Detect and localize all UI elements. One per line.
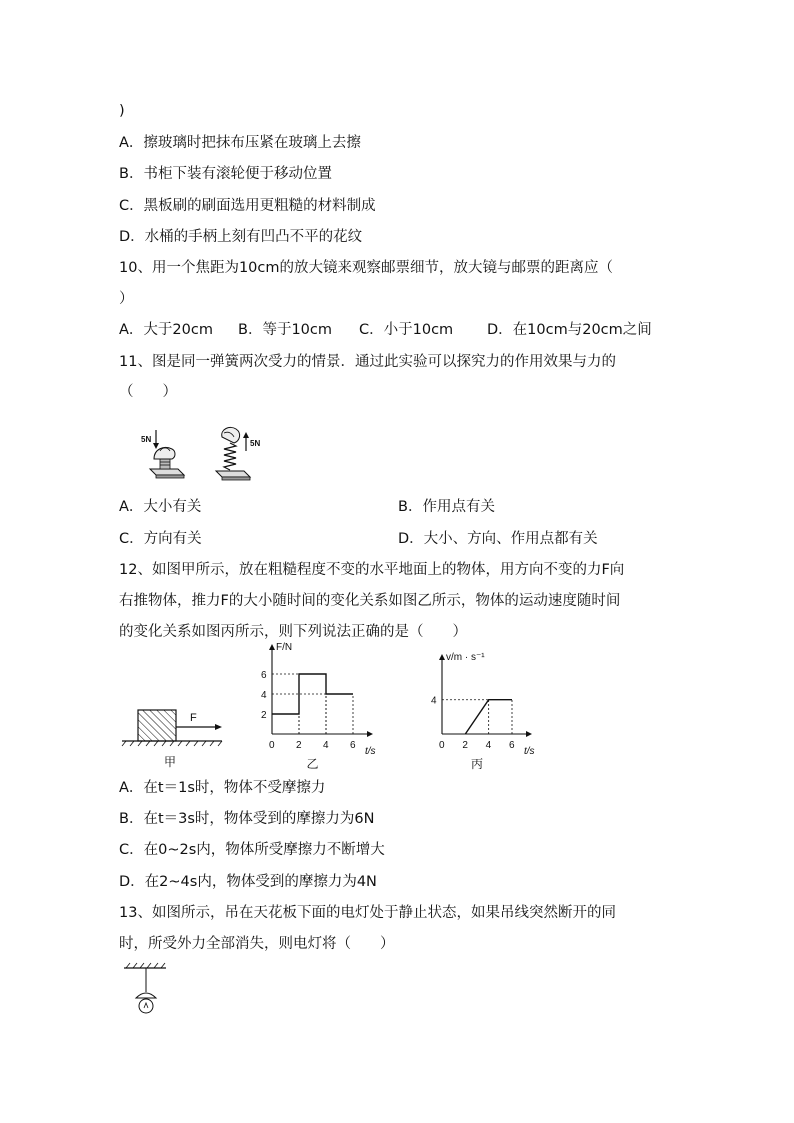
y-tick-label: 6	[261, 670, 267, 681]
figure-jia	[118, 700, 228, 772]
spring-compressed-figure	[141, 430, 184, 478]
x-axis-label: t/s	[524, 746, 535, 757]
q9-option-a: A．擦玻璃时把抹布压紧在玻璃上去擦	[119, 135, 361, 151]
q12-option-c: C．在0~2s内，物体所受摩擦力不断增大	[119, 842, 385, 858]
x-axis-arrow	[526, 731, 532, 737]
q12-option-a: A．在t＝1s时，物体不受摩擦力	[119, 780, 326, 796]
x-tick-label: 4	[485, 740, 492, 751]
q11-option-c: C．方向有关	[119, 531, 202, 547]
q12-stem-line2: 右推物体，推力F的大小随时间的变化关系如图乙所示，物体的运动速度随时间	[119, 593, 621, 609]
q10-option-c: C．小于10cm	[359, 322, 454, 338]
x-tick-label: 2	[462, 740, 468, 751]
q11-option-d: D．大小、方向、作用点都有关	[398, 531, 598, 547]
q13-stem-line2: 时，所受外力全部消失，则电灯将（ ）	[119, 936, 395, 952]
spring-stretched-figure	[216, 427, 260, 480]
q12-option-d: D．在2~4s内，物体受到的摩擦力为4N	[119, 874, 377, 890]
chart-yi	[250, 642, 410, 771]
q10-option-a: A．大于20cm	[119, 322, 213, 338]
q12-option-b: B．在t＝3s时，物体受到的摩擦力为6N	[119, 811, 375, 827]
y-axis-arrow	[269, 644, 275, 650]
q10-option-d: D．在10cm与20cm之间	[487, 322, 652, 338]
q9-option-d: D．水桶的手柄上刻有凹凸不平的花纹	[119, 229, 363, 245]
hanging-lamp-figure	[118, 962, 174, 1020]
y-tick-label: 2	[261, 710, 267, 721]
chart-caption: 乙	[306, 757, 319, 771]
force-label-right: 5N	[250, 439, 261, 448]
q10-stem-line1: 10、用一个焦距为10cm的放大镜来观察邮票细节，放大镜与邮票的距离应（	[119, 260, 613, 276]
q10-option-b: B．等于10cm	[238, 322, 332, 338]
y-tick-label: 4	[431, 695, 437, 707]
spring-figure	[138, 425, 268, 487]
q12-stem-line1: 12、如图甲所示，放在粗糙程度不变的水平地面上的物体，用方向不变的力F向	[119, 562, 625, 578]
q13-stem-line1: 13、如图所示，吊在天花板下面的电灯处于静止状态，如果吊线突然断开的同	[119, 905, 616, 921]
x-axis-label: t/s	[365, 746, 376, 757]
q11-stem-line1: 11、图是同一弹簧两次受力的情景．通过此实验可以探究力的作用效果与力的	[119, 354, 616, 370]
x-tick-label: 4	[323, 740, 329, 751]
lampshade	[136, 993, 156, 998]
y-axis-label: F/N	[276, 642, 293, 653]
force-label: F	[190, 712, 197, 724]
x-tick-label: 6	[509, 740, 515, 751]
force-label-left: 5N	[141, 435, 152, 444]
q11-option-b: B．作用点有关	[398, 499, 495, 515]
chart-caption: 丙	[471, 757, 484, 771]
q11-stem-line2: （ ）	[119, 384, 177, 400]
caption-jia: 甲	[164, 755, 177, 769]
x-tick-label: 0	[269, 740, 275, 751]
q9-continuation: )	[119, 103, 125, 119]
q9-option-c: C．黑板刷的刷面选用更粗糙的材料制成	[119, 198, 376, 214]
x-tick-label: 2	[296, 740, 302, 751]
q9-option-b: B．书柜下装有滚轮便于移动位置	[119, 166, 332, 182]
y-axis-arrow	[439, 654, 445, 660]
q11-option-a: A．大小有关	[119, 499, 202, 515]
block	[138, 710, 176, 741]
y-tick-label: 4	[261, 690, 267, 701]
x-tick-label: 6	[350, 740, 356, 751]
q10-stem-line2: ）	[119, 291, 134, 307]
x-tick-label: 0	[439, 740, 445, 751]
chart-bing	[428, 652, 568, 771]
q12-stem-line3: 的变化关系如图丙所示，则下列说法正确的是（ ）	[119, 624, 467, 640]
x-axis-arrow	[367, 731, 373, 737]
y-axis-label: v/m · s⁻¹	[446, 652, 485, 663]
bulb	[139, 999, 153, 1013]
